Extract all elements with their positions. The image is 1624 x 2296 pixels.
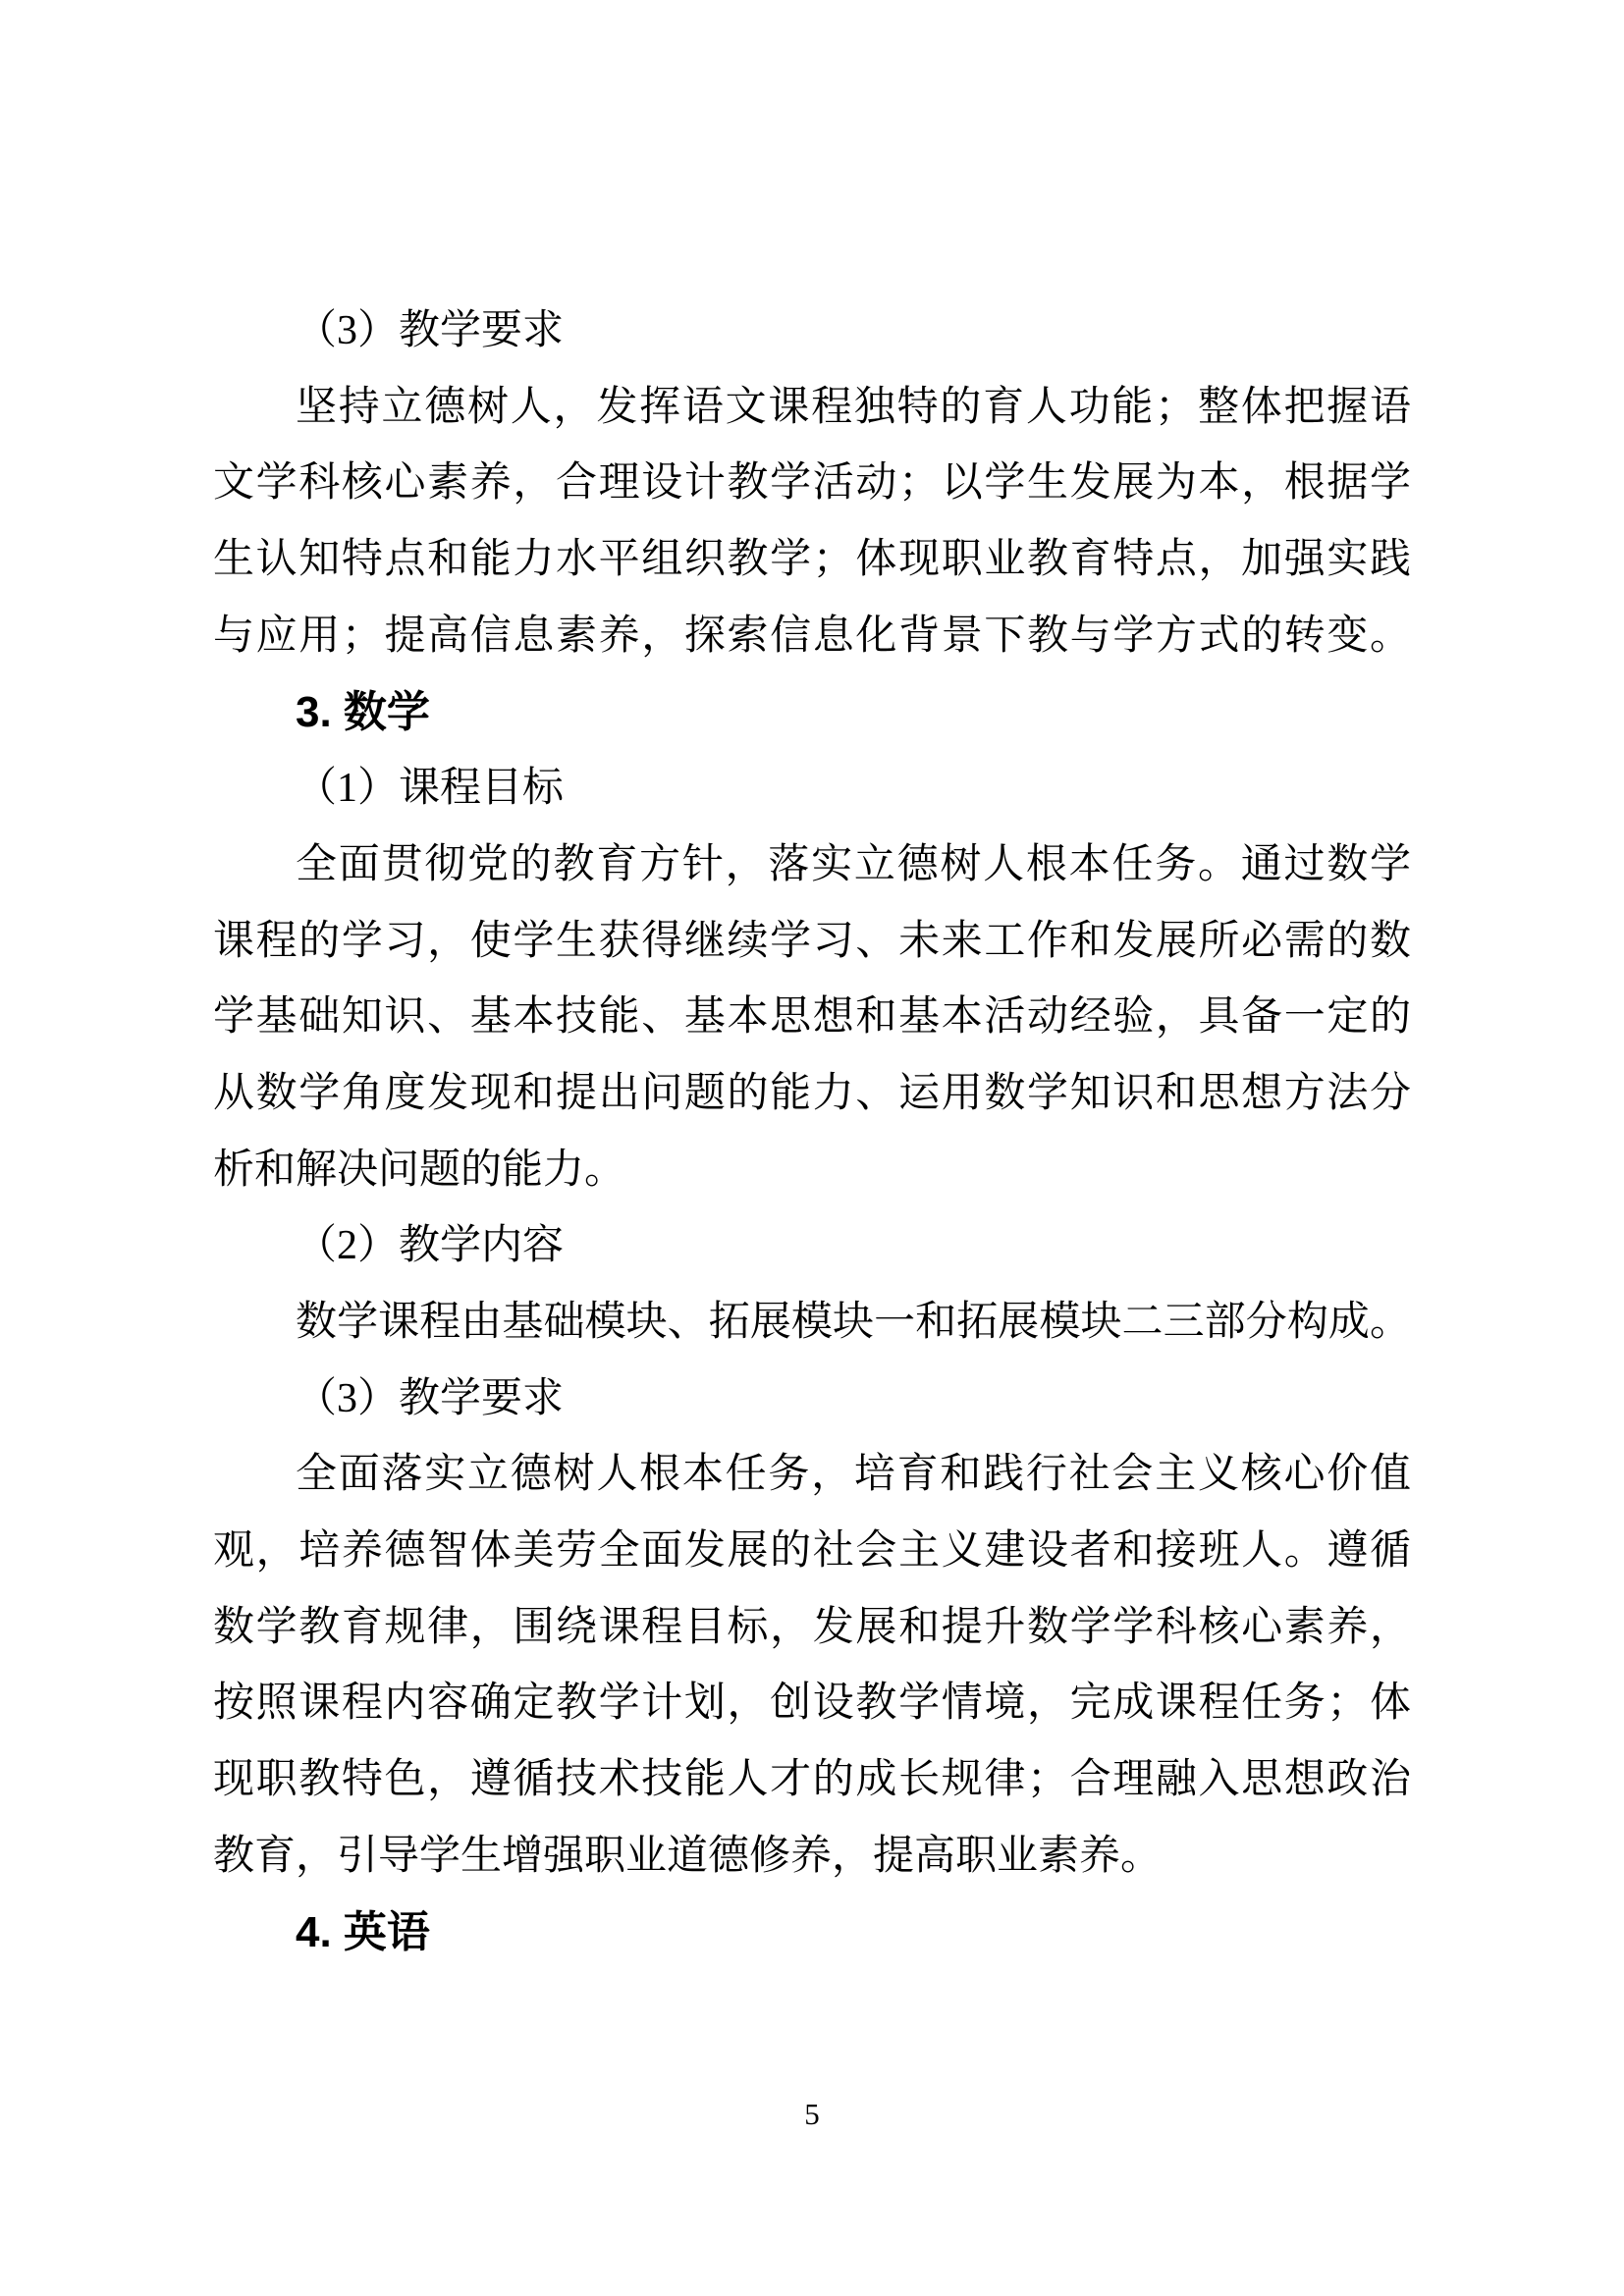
- text-line: 课程的学习，使学生获得继续学习、未来工作和发展所必需的数: [213, 918, 1411, 964]
- text-line: 教育，引导学生增强职业道德修养，提高职业素养。: [213, 1833, 1163, 1879]
- text-line: 从数学角度发现和提出问题的能力、运用数学知识和思想方法分: [213, 1070, 1411, 1116]
- text-line: 数学教育规律，围绕课程目标，发展和提升数学学科核心素养，: [213, 1604, 1411, 1650]
- text-line: 学基础知识、基本技能、基本思想和基本活动经验，具备一定的: [213, 994, 1411, 1041]
- text-line: （2）教学内容: [296, 1223, 565, 1269]
- text-line: 与应用；提高信息素养，探索信息化背景下教与学方式的转变。: [213, 613, 1411, 659]
- section-heading: 3. 数学: [296, 688, 430, 737]
- document-body: [213, 294, 1411, 1971]
- text-line: 观，培养德智体美劳全面发展的社会主义建设者和接班人。遵循: [213, 1528, 1411, 1574]
- text-line: （3）教学要求: [296, 1375, 565, 1421]
- text-line: 全面贯彻党的教育方针，落实立德树人根本任务。通过数学: [296, 841, 1411, 887]
- text-line: 按照课程内容确定教学计划，创设教学情境，完成课程任务；体: [213, 1681, 1411, 1727]
- text-line: 析和解决问题的能力。: [213, 1147, 626, 1193]
- page-number: 5: [804, 2097, 820, 2131]
- text-line: （1）课程目标: [296, 766, 565, 812]
- section-heading: 4. 英语: [296, 1908, 430, 1957]
- text-line: 生认知特点和能力水平组织教学；体现职业教育特点，加强实践: [213, 537, 1411, 583]
- text-line: 现职教特色，遵循技术技能人才的成长规律；合理融入思想政治: [213, 1757, 1411, 1803]
- text-line: （3）教学要求: [296, 308, 565, 353]
- text-line: 坚持立德树人，发挥语文课程独特的育人功能；整体把握语: [296, 384, 1411, 430]
- text-line: 全面落实立德树人根本任务，培育和践行社会主义核心价值: [296, 1452, 1411, 1498]
- text-line: 数学课程由基础模块、拓展模块一和拓展模块二三部分构成。: [296, 1299, 1411, 1345]
- text-line: 文学科核心素养，合理设计教学活动；以学生发展为本，根据学: [213, 460, 1411, 507]
